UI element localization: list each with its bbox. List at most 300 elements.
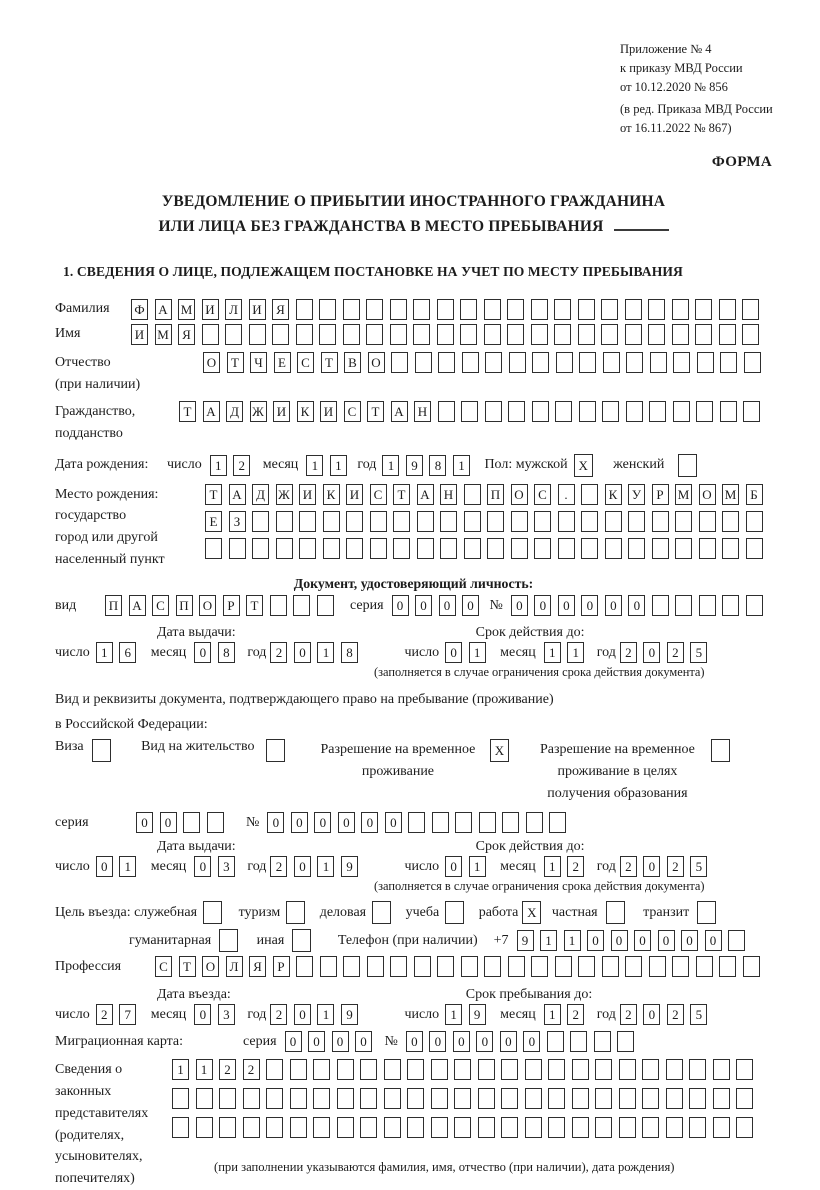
birth-place-cell[interactable]: Т	[205, 484, 222, 505]
citizenship-cell[interactable]	[626, 401, 643, 422]
birth-day-cell[interactable]: 2	[233, 455, 250, 476]
phone-digit-cell[interactable]: 0	[681, 930, 698, 951]
representatives-cell[interactable]	[548, 1117, 565, 1138]
birth-place-cell[interactable]	[605, 511, 622, 532]
phone-digit-cell[interactable]: 0	[634, 930, 651, 951]
res-series-cell[interactable]	[183, 812, 200, 833]
representatives-cell[interactable]	[501, 1059, 518, 1080]
representatives-cell[interactable]	[736, 1059, 753, 1080]
phone-digit-cell[interactable]	[728, 930, 745, 951]
doc-number-cell[interactable]	[722, 595, 739, 616]
representatives-cell[interactable]	[454, 1059, 471, 1080]
birth-place-cell[interactable]	[346, 511, 363, 532]
profession-cell[interactable]	[343, 956, 360, 977]
res-number-cell[interactable]: 0	[291, 812, 308, 833]
res-number-cell[interactable]: 0	[267, 812, 284, 833]
given-name-cell[interactable]	[249, 324, 266, 345]
representatives-cell[interactable]	[666, 1088, 683, 1109]
patronymic-cell[interactable]: Т	[227, 352, 244, 373]
citizenship-cell[interactable]	[508, 401, 525, 422]
res-number-cell[interactable]	[502, 812, 519, 833]
surname-cell[interactable]	[366, 299, 383, 320]
citizenship-cell[interactable]	[743, 401, 760, 422]
surname-cell[interactable]: И	[202, 299, 219, 320]
citizenship-cell[interactable]: Н	[414, 401, 431, 422]
birth-place-cell[interactable]	[299, 511, 316, 532]
surname-cell[interactable]	[413, 299, 430, 320]
representatives-cell[interactable]	[243, 1117, 260, 1138]
birth-place-cell[interactable]	[487, 538, 504, 559]
phone-digit-cell[interactable]: 0	[587, 930, 604, 951]
doc-series-cell[interactable]: 0	[392, 595, 409, 616]
surname-cell[interactable]	[601, 299, 618, 320]
representatives-cell[interactable]	[290, 1117, 307, 1138]
given-name-cell[interactable]	[742, 324, 759, 345]
doc-issue-year-cell[interactable]: 2	[270, 642, 287, 663]
profession-cell[interactable]: Я	[249, 956, 266, 977]
representatives-cell[interactable]: 1	[196, 1059, 213, 1080]
representatives-cell[interactable]	[313, 1059, 330, 1080]
res-valid-year-cell[interactable]: 5	[690, 856, 707, 877]
representatives-cell[interactable]	[619, 1059, 636, 1080]
representatives-cell[interactable]	[337, 1059, 354, 1080]
citizenship-cell[interactable]	[649, 401, 666, 422]
purpose-business-checkbox[interactable]	[372, 901, 391, 924]
patronymic-cell[interactable]	[697, 352, 714, 373]
res-series-cell[interactable]: 0	[136, 812, 153, 833]
representatives-cell[interactable]	[619, 1117, 636, 1138]
profession-cell[interactable]	[719, 956, 736, 977]
birth-place-cell[interactable]: Н	[440, 484, 457, 505]
sex-female-checkbox[interactable]	[678, 454, 697, 477]
citizenship-cell[interactable]: Ж	[250, 401, 267, 422]
representatives-cell[interactable]	[337, 1117, 354, 1138]
representatives-cell[interactable]	[360, 1117, 377, 1138]
given-name-cell[interactable]	[390, 324, 407, 345]
representatives-cell[interactable]	[431, 1117, 448, 1138]
entry-day-cell[interactable]: 7	[119, 1004, 136, 1025]
patronymic-cell[interactable]	[391, 352, 408, 373]
stay-year-cell[interactable]: 2	[667, 1004, 684, 1025]
citizenship-cell[interactable]: К	[297, 401, 314, 422]
doc-number-cell[interactable]: 0	[581, 595, 598, 616]
surname-cell[interactable]	[719, 299, 736, 320]
res-issue-year-cell[interactable]: 9	[341, 856, 358, 877]
res-issue-day-cell[interactable]: 0	[96, 856, 113, 877]
surname-cell[interactable]: А	[155, 299, 172, 320]
citizenship-cell[interactable]	[673, 401, 690, 422]
stay-day-cell[interactable]: 1	[445, 1004, 462, 1025]
representatives-cell[interactable]	[595, 1088, 612, 1109]
given-name-cell[interactable]	[484, 324, 501, 345]
doc-series-cell[interactable]: 0	[462, 595, 479, 616]
patronymic-cell[interactable]	[744, 352, 761, 373]
birth-year-cell[interactable]: 8	[429, 455, 446, 476]
entry-month-cell[interactable]: 0	[194, 1004, 211, 1025]
representatives-cell[interactable]	[736, 1088, 753, 1109]
doc-valid-day-cell[interactable]: 0	[445, 642, 462, 663]
migration-number-cell[interactable]	[594, 1031, 611, 1052]
doc-issue-day-cell[interactable]: 1	[96, 642, 113, 663]
representatives-cell[interactable]	[572, 1088, 589, 1109]
birth-place-cell[interactable]	[323, 511, 340, 532]
given-name-cell[interactable]	[202, 324, 219, 345]
birth-place-cell[interactable]: К	[323, 484, 340, 505]
citizenship-cell[interactable]: Д	[226, 401, 243, 422]
given-name-cell[interactable]	[272, 324, 289, 345]
birth-place-cell[interactable]: И	[299, 484, 316, 505]
representatives-cell[interactable]	[384, 1059, 401, 1080]
doc-number-cell[interactable]: 0	[605, 595, 622, 616]
entry-month-cell[interactable]: 3	[218, 1004, 235, 1025]
doc-type-cell[interactable]: А	[129, 595, 146, 616]
representatives-cell[interactable]	[290, 1059, 307, 1080]
migration-number-cell[interactable]: 0	[406, 1031, 423, 1052]
representatives-cell[interactable]	[666, 1117, 683, 1138]
profession-cell[interactable]: С	[155, 956, 172, 977]
birth-place-cell[interactable]	[252, 511, 269, 532]
patronymic-cell[interactable]: О	[203, 352, 220, 373]
representatives-cell[interactable]	[642, 1117, 659, 1138]
profession-cell[interactable]	[578, 956, 595, 977]
representatives-cell[interactable]: 2	[243, 1059, 260, 1080]
birth-place-cell[interactable]	[675, 511, 692, 532]
surname-cell[interactable]	[319, 299, 336, 320]
given-name-cell[interactable]	[554, 324, 571, 345]
birth-place-cell[interactable]	[487, 511, 504, 532]
representatives-cell[interactable]	[384, 1088, 401, 1109]
purpose-work-checkbox[interactable]: X	[522, 901, 541, 924]
representatives-cell[interactable]	[219, 1088, 236, 1109]
doc-type-cell[interactable]: П	[176, 595, 193, 616]
representatives-cell[interactable]	[313, 1117, 330, 1138]
birth-place-cell[interactable]	[205, 538, 222, 559]
birth-place-cell[interactable]	[699, 538, 716, 559]
given-name-cell[interactable]	[507, 324, 524, 345]
surname-cell[interactable]	[484, 299, 501, 320]
doc-valid-month-cell[interactable]: 1	[567, 642, 584, 663]
patronymic-cell[interactable]	[626, 352, 643, 373]
doc-type-cell[interactable]	[270, 595, 287, 616]
profession-cell[interactable]	[414, 956, 431, 977]
surname-cell[interactable]	[554, 299, 571, 320]
birth-place-cell[interactable]: О	[511, 484, 528, 505]
doc-number-cell[interactable]	[746, 595, 763, 616]
birth-month-cell[interactable]: 1	[306, 455, 323, 476]
doc-issue-year-cell[interactable]: 1	[317, 642, 334, 663]
citizenship-cell[interactable]: А	[391, 401, 408, 422]
phone-digit-cell[interactable]: 0	[611, 930, 628, 951]
purpose-other-checkbox[interactable]	[292, 929, 311, 952]
representatives-cell[interactable]	[407, 1059, 424, 1080]
patronymic-cell[interactable]: В	[344, 352, 361, 373]
purpose-transit-checkbox[interactable]	[697, 901, 716, 924]
birth-place-cell[interactable]: А	[229, 484, 246, 505]
residence-permit-checkbox[interactable]	[266, 739, 285, 762]
birth-place-cell[interactable]	[652, 538, 669, 559]
representatives-cell[interactable]	[384, 1117, 401, 1138]
birth-place-cell[interactable]	[370, 538, 387, 559]
birth-place-cell[interactable]	[699, 511, 716, 532]
profession-cell[interactable]	[672, 956, 689, 977]
doc-issue-year-cell[interactable]: 0	[294, 642, 311, 663]
representatives-cell[interactable]	[478, 1059, 495, 1080]
migration-number-cell[interactable]: 0	[429, 1031, 446, 1052]
citizenship-cell[interactable]: И	[320, 401, 337, 422]
representatives-cell[interactable]: 1	[172, 1059, 189, 1080]
given-name-cell[interactable]: М	[155, 324, 172, 345]
doc-number-cell[interactable]: 0	[511, 595, 528, 616]
representatives-cell[interactable]	[642, 1059, 659, 1080]
birth-place-cell[interactable]	[581, 538, 598, 559]
given-name-cell[interactable]	[413, 324, 430, 345]
representatives-cell[interactable]	[266, 1088, 283, 1109]
birth-place-cell[interactable]	[581, 511, 598, 532]
patronymic-cell[interactable]	[603, 352, 620, 373]
birth-place-cell[interactable]	[370, 511, 387, 532]
migration-series-cell[interactable]: 0	[285, 1031, 302, 1052]
representatives-cell[interactable]	[172, 1088, 189, 1109]
citizenship-cell[interactable]: С	[344, 401, 361, 422]
profession-cell[interactable]	[320, 956, 337, 977]
birth-place-cell[interactable]: С	[370, 484, 387, 505]
representatives-cell[interactable]	[431, 1059, 448, 1080]
representatives-cell[interactable]	[642, 1088, 659, 1109]
res-number-cell[interactable]	[479, 812, 496, 833]
citizenship-cell[interactable]	[532, 401, 549, 422]
entry-year-cell[interactable]: 0	[294, 1004, 311, 1025]
citizenship-cell[interactable]: Т	[367, 401, 384, 422]
migration-number-cell[interactable]	[547, 1031, 564, 1052]
birth-place-cell[interactable]: Е	[205, 511, 222, 532]
purpose-tourism-checkbox[interactable]	[286, 901, 305, 924]
representatives-cell[interactable]	[548, 1059, 565, 1080]
surname-cell[interactable]	[437, 299, 454, 320]
doc-number-cell[interactable]: 0	[628, 595, 645, 616]
res-number-cell[interactable]	[549, 812, 566, 833]
phone-digit-cell[interactable]: 0	[705, 930, 722, 951]
representatives-cell[interactable]	[431, 1088, 448, 1109]
representatives-cell[interactable]	[595, 1059, 612, 1080]
res-issue-year-cell[interactable]: 1	[317, 856, 334, 877]
given-name-cell[interactable]	[578, 324, 595, 345]
birth-place-cell[interactable]	[722, 538, 739, 559]
representatives-cell[interactable]	[478, 1088, 495, 1109]
doc-type-cell[interactable]	[293, 595, 310, 616]
res-issue-day-cell[interactable]: 1	[119, 856, 136, 877]
representatives-cell[interactable]	[689, 1088, 706, 1109]
profession-cell[interactable]	[696, 956, 713, 977]
birth-place-cell[interactable]	[346, 538, 363, 559]
birth-place-cell[interactable]: К	[605, 484, 622, 505]
res-valid-year-cell[interactable]: 2	[620, 856, 637, 877]
profession-cell[interactable]	[602, 956, 619, 977]
stay-month-cell[interactable]: 2	[567, 1004, 584, 1025]
given-name-cell[interactable]	[437, 324, 454, 345]
representatives-cell[interactable]	[454, 1088, 471, 1109]
representatives-cell[interactable]	[548, 1088, 565, 1109]
profession-cell[interactable]: О	[202, 956, 219, 977]
birth-place-cell[interactable]	[746, 511, 763, 532]
given-name-cell[interactable]	[625, 324, 642, 345]
birth-place-cell[interactable]: О	[699, 484, 716, 505]
res-number-cell[interactable]	[455, 812, 472, 833]
birth-place-cell[interactable]	[440, 511, 457, 532]
surname-cell[interactable]	[390, 299, 407, 320]
surname-cell[interactable]	[672, 299, 689, 320]
surname-cell[interactable]	[578, 299, 595, 320]
birth-place-cell[interactable]: Д	[252, 484, 269, 505]
doc-number-cell[interactable]	[699, 595, 716, 616]
citizenship-cell[interactable]	[602, 401, 619, 422]
migration-series-cell[interactable]: 0	[355, 1031, 372, 1052]
birth-place-cell[interactable]	[323, 538, 340, 559]
representatives-cell[interactable]: 2	[219, 1059, 236, 1080]
birth-place-cell[interactable]	[558, 511, 575, 532]
representatives-cell[interactable]	[337, 1088, 354, 1109]
representatives-cell[interactable]	[689, 1117, 706, 1138]
birth-place-cell[interactable]: М	[675, 484, 692, 505]
patronymic-cell[interactable]	[556, 352, 573, 373]
representatives-cell[interactable]	[219, 1117, 236, 1138]
res-number-cell[interactable]: 0	[338, 812, 355, 833]
res-number-cell[interactable]: 0	[361, 812, 378, 833]
profession-cell[interactable]	[649, 956, 666, 977]
representatives-cell[interactable]	[196, 1117, 213, 1138]
entry-day-cell[interactable]: 2	[96, 1004, 113, 1025]
surname-cell[interactable]	[742, 299, 759, 320]
migration-number-cell[interactable]: 0	[453, 1031, 470, 1052]
representatives-cell[interactable]	[501, 1117, 518, 1138]
patronymic-cell[interactable]	[415, 352, 432, 373]
birth-year-cell[interactable]: 1	[453, 455, 470, 476]
patronymic-cell[interactable]: О	[368, 352, 385, 373]
patronymic-cell[interactable]: Е	[274, 352, 291, 373]
res-valid-day-cell[interactable]: 0	[445, 856, 462, 877]
birth-year-cell[interactable]: 9	[406, 455, 423, 476]
migration-number-cell[interactable]: 0	[476, 1031, 493, 1052]
phone-digit-cell[interactable]: 0	[658, 930, 675, 951]
patronymic-cell[interactable]	[579, 352, 596, 373]
birth-place-cell[interactable]: И	[346, 484, 363, 505]
birth-place-cell[interactable]	[534, 511, 551, 532]
patronymic-cell[interactable]: С	[297, 352, 314, 373]
visa-checkbox[interactable]	[92, 739, 111, 762]
birth-place-cell[interactable]	[417, 538, 434, 559]
representatives-cell[interactable]	[689, 1059, 706, 1080]
migration-number-cell[interactable]: 0	[500, 1031, 517, 1052]
res-valid-day-cell[interactable]: 1	[469, 856, 486, 877]
given-name-cell[interactable]: И	[131, 324, 148, 345]
citizenship-cell[interactable]	[555, 401, 572, 422]
res-number-cell[interactable]: 0	[385, 812, 402, 833]
phone-digit-cell[interactable]: 1	[540, 930, 557, 951]
representatives-cell[interactable]	[360, 1059, 377, 1080]
representatives-cell[interactable]	[525, 1059, 542, 1080]
surname-cell[interactable]: М	[178, 299, 195, 320]
res-valid-month-cell[interactable]: 2	[567, 856, 584, 877]
birth-place-cell[interactable]	[417, 511, 434, 532]
patronymic-cell[interactable]	[438, 352, 455, 373]
profession-cell[interactable]	[390, 956, 407, 977]
given-name-cell[interactable]	[601, 324, 618, 345]
doc-valid-month-cell[interactable]: 1	[544, 642, 561, 663]
sex-male-checkbox[interactable]: X	[574, 454, 593, 477]
res-number-cell[interactable]	[432, 812, 449, 833]
profession-cell[interactable]	[531, 956, 548, 977]
surname-cell[interactable]	[695, 299, 712, 320]
citizenship-cell[interactable]: И	[273, 401, 290, 422]
birth-place-cell[interactable]	[558, 538, 575, 559]
surname-cell[interactable]	[625, 299, 642, 320]
birth-place-cell[interactable]: П	[487, 484, 504, 505]
migration-series-cell[interactable]: 0	[308, 1031, 325, 1052]
representatives-cell[interactable]	[290, 1088, 307, 1109]
given-name-cell[interactable]	[319, 324, 336, 345]
res-valid-month-cell[interactable]: 1	[544, 856, 561, 877]
res-issue-month-cell[interactable]: 0	[194, 856, 211, 877]
res-series-cell[interactable]: 0	[160, 812, 177, 833]
birth-place-cell[interactable]	[605, 538, 622, 559]
surname-cell[interactable]	[296, 299, 313, 320]
citizenship-cell[interactable]	[720, 401, 737, 422]
res-series-cell[interactable]	[207, 812, 224, 833]
doc-number-cell[interactable]	[675, 595, 692, 616]
birth-place-cell[interactable]	[229, 538, 246, 559]
representatives-cell[interactable]	[619, 1088, 636, 1109]
doc-series-cell[interactable]: 0	[439, 595, 456, 616]
profession-cell[interactable]	[625, 956, 642, 977]
representatives-cell[interactable]	[666, 1059, 683, 1080]
profession-cell[interactable]	[437, 956, 454, 977]
doc-valid-year-cell[interactable]: 2	[620, 642, 637, 663]
birth-place-cell[interactable]	[511, 538, 528, 559]
representatives-cell[interactable]	[313, 1088, 330, 1109]
representatives-cell[interactable]	[196, 1088, 213, 1109]
profession-cell[interactable]	[461, 956, 478, 977]
patronymic-cell[interactable]	[485, 352, 502, 373]
birth-place-cell[interactable]	[511, 511, 528, 532]
birth-place-cell[interactable]	[252, 538, 269, 559]
representatives-cell[interactable]	[525, 1117, 542, 1138]
entry-year-cell[interactable]: 2	[270, 1004, 287, 1025]
doc-issue-day-cell[interactable]: 6	[119, 642, 136, 663]
migration-series-cell[interactable]: 0	[332, 1031, 349, 1052]
birth-place-cell[interactable]	[628, 538, 645, 559]
phone-digit-cell[interactable]: 9	[517, 930, 534, 951]
representatives-cell[interactable]	[454, 1117, 471, 1138]
citizenship-cell[interactable]	[438, 401, 455, 422]
birth-place-cell[interactable]: С	[534, 484, 551, 505]
patronymic-cell[interactable]: Ч	[250, 352, 267, 373]
birth-place-cell[interactable]	[464, 484, 481, 505]
doc-type-cell[interactable]: П	[105, 595, 122, 616]
temp-residence-edu-checkbox[interactable]	[711, 739, 730, 762]
representatives-cell[interactable]	[266, 1117, 283, 1138]
birth-place-cell[interactable]	[534, 538, 551, 559]
doc-valid-year-cell[interactable]: 2	[667, 642, 684, 663]
birth-place-cell[interactable]: Б	[746, 484, 763, 505]
doc-number-cell[interactable]: 0	[558, 595, 575, 616]
birth-place-cell[interactable]	[581, 484, 598, 505]
citizenship-cell[interactable]	[579, 401, 596, 422]
birth-place-cell[interactable]	[393, 511, 410, 532]
doc-issue-year-cell[interactable]: 8	[341, 642, 358, 663]
surname-cell[interactable]	[343, 299, 360, 320]
doc-number-cell[interactable]: 0	[534, 595, 551, 616]
stay-year-cell[interactable]: 5	[690, 1004, 707, 1025]
doc-issue-month-cell[interactable]: 0	[194, 642, 211, 663]
